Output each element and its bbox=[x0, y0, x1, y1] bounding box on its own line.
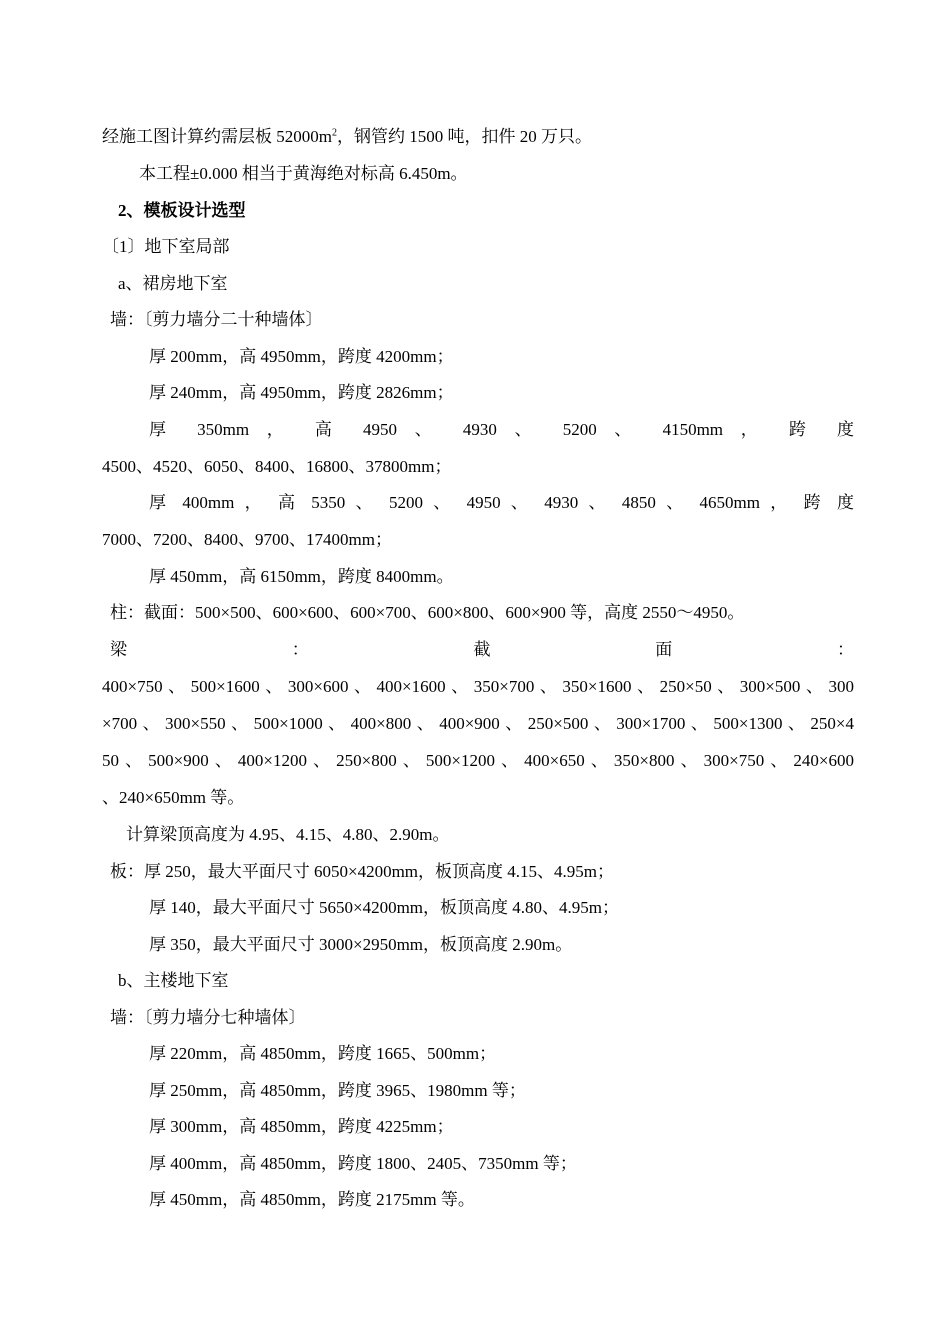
material-text-b: ，钢管约 1500 吨，扣件 20 万只。 bbox=[336, 127, 592, 146]
wall-spec-line: 厚 350mm ， 高 4950 、 4930 、 5200 、 4150mm ， 跨 度 bbox=[149, 420, 854, 439]
slab-spec-line: 厚 140，最大平面尺寸 5650×4200mm，板顶高度 4.80、4.95m； bbox=[149, 898, 620, 917]
beam-sections-line: ×700、300×550、500×1000、400×800、400×900、250×500、300×1700、500×1300、250×4 bbox=[102, 714, 854, 733]
wall-spec-line: 厚 220mm，高 4850mm，跨度 1665、500mm； bbox=[149, 1044, 497, 1063]
wall-spec-line: 厚 450mm，高 4850mm，跨度 2175mm 等。 bbox=[149, 1190, 475, 1209]
wall-spec-line: 厚 400mm ， 高 5350 、 5200 、 4950 、 4930 、 4850 、 4650mm ， 跨 度 bbox=[149, 493, 854, 512]
wall-spec-line: 厚 300mm，高 4850mm，跨度 4225mm； bbox=[149, 1117, 454, 1136]
paragraph-material-quantities bbox=[102, 123, 592, 151]
material-text-a: 经施工图计算约需层板 52000m bbox=[102, 127, 332, 146]
beams-heading: 梁 ： 截 面 ： bbox=[110, 640, 854, 659]
beam-top-heights: 计算梁顶高度为 4.95、4.15、4.80、2.90m。 bbox=[126, 825, 450, 844]
wall-spec-line: 7000、7200、8400、9700、17400mm； bbox=[102, 530, 392, 549]
wall-spec-line: 厚 240mm，高 4950mm，跨度 2826mm； bbox=[149, 383, 454, 402]
beam-sections-line: 、240×650mm 等。 bbox=[102, 788, 245, 807]
item-a-podium-basement: a、裙房地下室 bbox=[118, 274, 228, 293]
walls-heading-b: 墙：〔剪力墙分七种墙体〕 bbox=[110, 1008, 306, 1027]
wall-spec-line: 厚 400mm，高 4850mm，跨度 1800、2405、7350mm 等； bbox=[149, 1154, 577, 1173]
item-b-main-building-basement: b、主楼地下室 bbox=[118, 971, 229, 990]
subsection-basement: 〔1〕地下室局部 bbox=[102, 237, 230, 256]
paragraph-elevation: 本工程±0.000 相当于黄海绝对标高 6.450m。 bbox=[139, 164, 468, 183]
wall-spec-line: 厚 250mm，高 4850mm，跨度 3965、1980mm 等； bbox=[149, 1081, 526, 1100]
beam-sections-line: 400×750、500×1600、300×600、400×1600、350×700、350×1600、250×50、300×500、300 bbox=[102, 677, 854, 696]
wall-spec-line: 厚 200mm，高 4950mm，跨度 4200mm； bbox=[149, 347, 454, 366]
slab-spec-line: 板：厚 250，最大平面尺寸 6050×4200mm，板顶高度 4.15、4.95m； bbox=[110, 862, 615, 881]
beam-sections-line: 50、500×900、400×1200、250×800、500×1200、400×650、350×800、300×750、240×600 bbox=[102, 751, 854, 770]
superscript-2: 2 bbox=[331, 127, 337, 139]
slab-spec-line: 厚 350，最大平面尺寸 3000×2950mm，板顶高度 2.90m。 bbox=[149, 935, 573, 954]
columns-spec: 柱：截面：500×500、600×600、600×700、600×800、600×900 等，高度 2550～4950。 bbox=[110, 603, 745, 622]
section-heading-formwork-design: 2、模板设计选型 bbox=[118, 201, 246, 220]
walls-heading-a: 墙：〔剪力墙分二十种墙体〕 bbox=[110, 310, 323, 329]
wall-spec-line: 4500、4520、6050、8400、16800、37800mm； bbox=[102, 457, 452, 476]
wall-spec-line: 厚 450mm，高 6150mm，跨度 8400mm。 bbox=[149, 567, 454, 586]
